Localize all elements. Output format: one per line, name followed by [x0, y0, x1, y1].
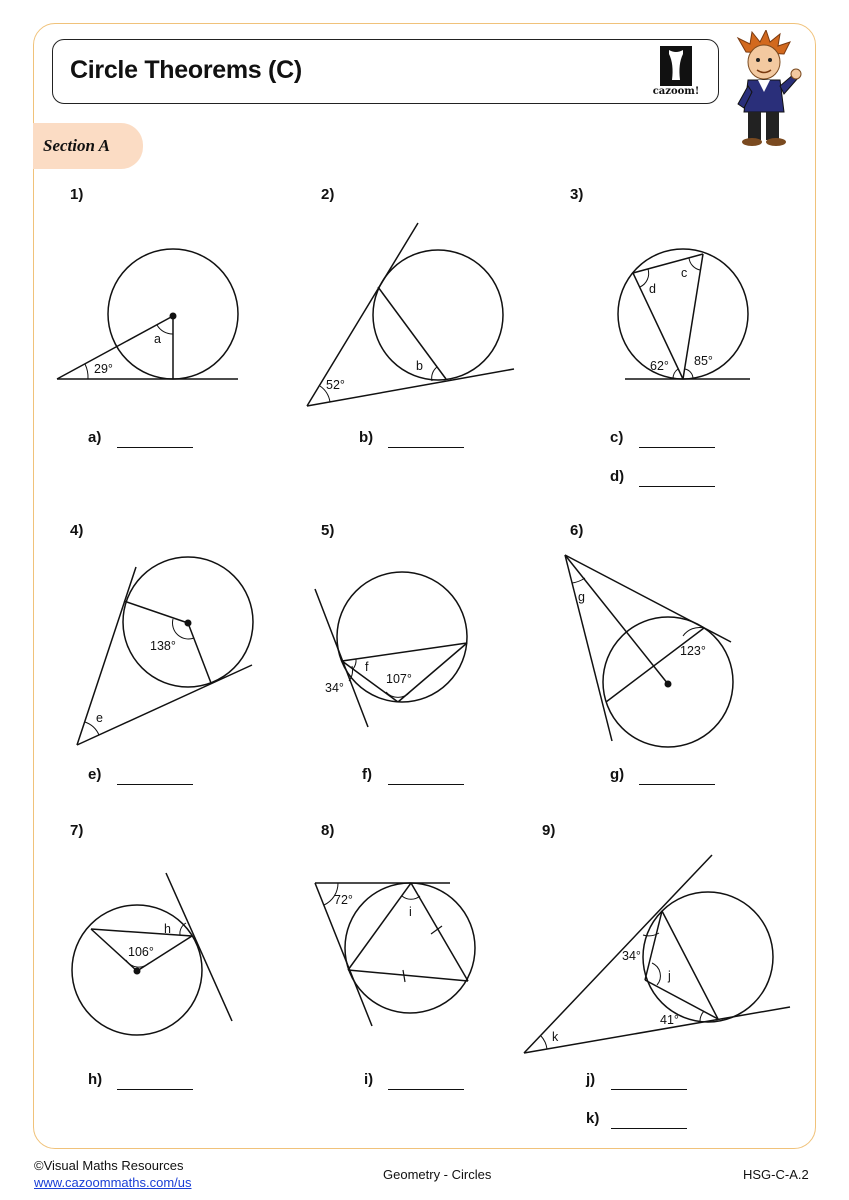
question-number: 7): [70, 822, 84, 839]
angle-label: 123°: [680, 644, 706, 658]
angle-label: 29°: [94, 362, 113, 376]
logo-text: cazoom!: [652, 86, 700, 97]
angle-label: 52°: [326, 378, 345, 392]
answer-label: f): [362, 766, 372, 783]
footer-link[interactable]: www.cazoommaths.com/us: [34, 1175, 192, 1190]
angle-variable: k: [552, 1030, 559, 1044]
answer-label: g): [610, 766, 625, 783]
diagram-q6: [565, 555, 733, 747]
question-number: 1): [70, 186, 84, 203]
angle-variable: a: [154, 332, 161, 346]
diagram-q3: [618, 249, 750, 379]
angle-label: 72°: [334, 893, 353, 907]
question-number: 4): [70, 522, 84, 539]
angle-variable: i: [409, 905, 412, 919]
answer-label: h): [88, 1071, 103, 1088]
angle-label: 41°: [660, 1013, 679, 1027]
page-title: Circle Theorems (C): [70, 56, 302, 84]
footer-code: HSG-C-A.2: [743, 1167, 809, 1182]
angle-label: 138°: [150, 639, 176, 653]
question-number: 5): [321, 522, 335, 539]
angle-variable: c: [681, 266, 688, 280]
footer-url: [34, 1175, 192, 1190]
angle-label: 34°: [622, 949, 641, 963]
angle-variable: f: [365, 660, 369, 674]
angle-variable: h: [164, 922, 171, 936]
diagram-q7: [72, 873, 232, 1035]
diagram-q2: [307, 223, 514, 406]
answer-label: a): [88, 429, 102, 446]
diagram-q9: [524, 855, 790, 1053]
answer-label: e): [88, 766, 102, 783]
answer-label: i): [364, 1071, 374, 1088]
angle-label: 106°: [128, 945, 154, 959]
answer-label: b): [359, 429, 374, 446]
angle-label: 107°: [386, 672, 412, 686]
angle-variable: g: [578, 590, 585, 604]
question-number: 8): [321, 822, 335, 839]
angle-variable: b: [416, 359, 423, 373]
answer-label: j): [586, 1071, 596, 1088]
angle-label: 34°: [325, 681, 344, 695]
section-label: Section A: [43, 136, 110, 155]
diagram-q8: [315, 883, 475, 1026]
angle-variable: j: [668, 969, 671, 983]
answer-label: d): [610, 468, 625, 485]
angle-label: 62°: [650, 359, 669, 373]
question-number: 6): [570, 522, 584, 539]
question-number: 3): [570, 186, 584, 203]
angle-label: 85°: [694, 354, 713, 368]
footer-topic: Geometry - Circles: [383, 1167, 492, 1182]
footer-copyright: ©Visual Maths Resources: [34, 1158, 184, 1173]
question-number: 2): [321, 186, 335, 203]
angle-variable: d: [649, 282, 656, 296]
angle-variable: e: [96, 711, 103, 725]
answer-label: c): [610, 429, 624, 446]
answer-label: k): [586, 1110, 600, 1127]
question-number: 9): [542, 822, 556, 839]
diagram-q4: [77, 557, 253, 745]
diagram-q1: [57, 249, 238, 379]
diagram-q5: [315, 572, 467, 727]
